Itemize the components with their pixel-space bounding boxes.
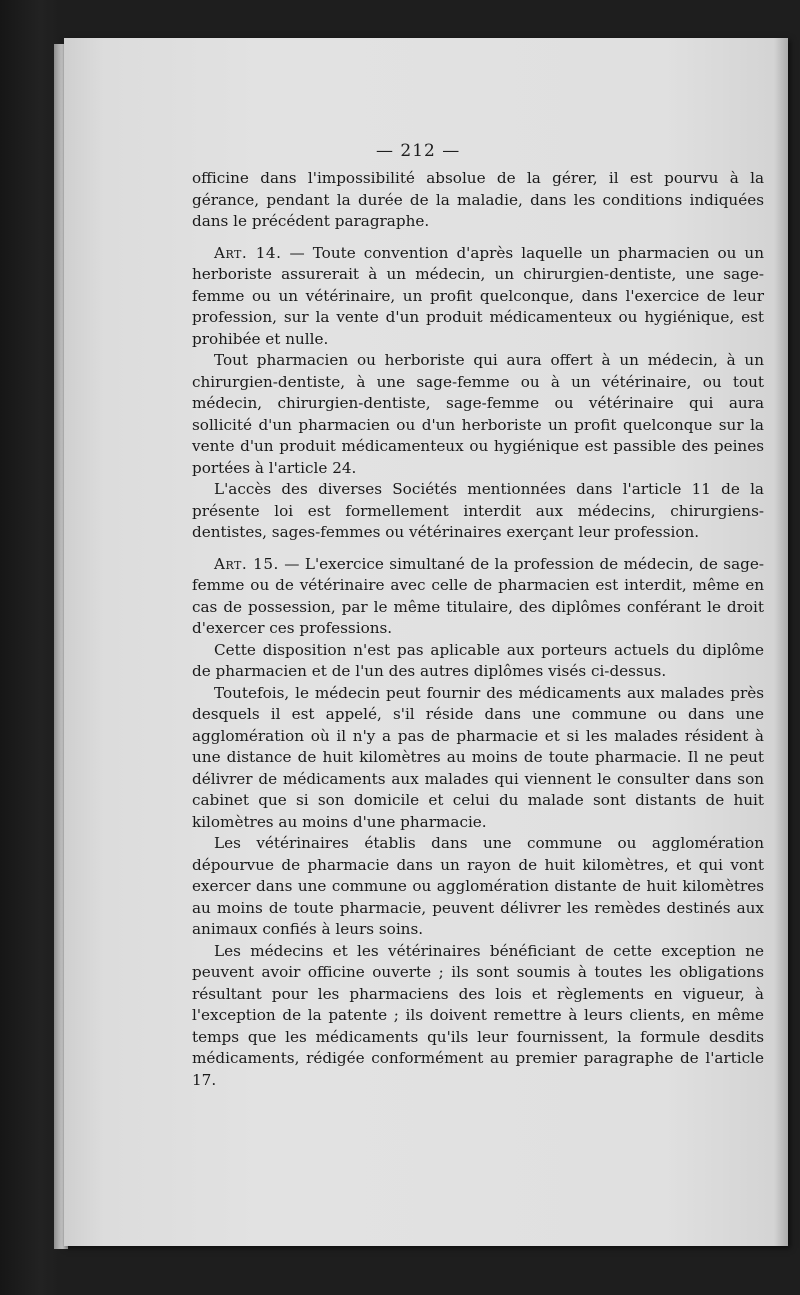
paragraph [192,833,764,941]
paragraph [192,350,764,479]
page-number: — 212 — [376,141,461,161]
paragraph-text: Cette disposition n'est pas aplicable aux porteurs actuels du diplôme de pharmacien et de l'un des autres diplômes visés ci-dessus. [192,640,764,680]
paragraph [192,683,764,834]
paragraph-text: Toutefois, le médecin peut fournir des médicaments aux malades près desquels il est appelé, s'il réside dans une commune ou dans une agglomération où il n'y a pas de pharmacie et si les malades résident à une distance de huit kilomètres au moins de toute pharmacie. Il ne peut délivrer de médicaments aux malades qui viennent le consulter dans son cabinet que si son domicile et celui du malade sont distants de huit kilomètres au moins d'une pharmacie. [192,683,764,831]
article-14-paragraph [192,243,764,351]
paragraph-text: Tout pharmacien ou herboriste qui aura offert à un médecin, à un chirurgien-dentiste, à une sage-femme ou à un vétérinaire, ou tout médecin, chirurgien-dentiste, sage-femme ou vétérinaire qui aura sollicité d'un pharmacien ou d'un herboriste un profit quelconque sur la vente d'un produit médicamenteux ou hygiénique est passible des peines portées à l'article 24. [192,351,764,477]
article-15-paragraph [192,554,764,640]
paragraph [192,479,764,544]
paragraph-text: Les vétérinaires établis dans une commune ou agglomération dépourvue de pharmacie dans un rayon de huit kilomètres, et qui vont exercer dans une commune ou agglomération distante de huit kilomètres au moins de toute pharmacie, peuvent délivrer les remèdes destinés aux animaux confiés à leurs soins. [192,834,764,938]
article-label: Art. 15. [214,554,279,573]
paragraph-text: officine dans l'impossibilité absolue de la gérer, il est pourvu à la gérance, pendant la durée de la maladie, dans les conditions indiquées dans le précédent paragraphe. [192,169,764,230]
paragraph-text: Les médecins et les vétérinaires bénéficiant de cette exception ne peuvent avoir officine ouverte ; ils sont soumis à toutes les obligations résultant pour les pharmaciens des lois et règlements en vigueur, à l'exception de la patente ; ils doivent remettre à leurs clients, en même temps que les médicaments qu'ils leur fournissent, la formule desdits médicaments, rédigée conformément au premier paragraphe de l'article 17. [192,941,764,1089]
paragraph-text: — Toute convention d'après laquelle un pharmacien ou un herboriste assurerait à un médecin, un chirurgien-dentiste, une sage-femme ou un vétérinaire, un profit quelconque, dans l'exercice de leur profession, sur la vente d'un produit médicamenteux ou hygiénique, est prohibée et nulle. [192,243,764,348]
paragraph-text: — L'exercice simultané de la profession de médecin, de sage-femme ou de vétérinaire avec celle de pharmacien est interdit, même en cas de possession, par le même titulaire, des diplômes conférant le droit d'exercer ces professions. [192,554,764,637]
page-gutter-shadow [774,38,788,1246]
paragraph [192,941,764,1092]
article-label: Art. 14. [214,243,282,262]
page-body-text [192,168,764,1091]
paragraph [192,168,764,233]
paragraph-text: L'accès des diverses Sociétés mentionnées dans l'article 11 de la présente loi est formellement interdit aux médecins, chirurgiens-dentistes, sages-femmes ou vétérinaires exerçant leur profession. [192,480,764,541]
paragraph [192,640,764,683]
